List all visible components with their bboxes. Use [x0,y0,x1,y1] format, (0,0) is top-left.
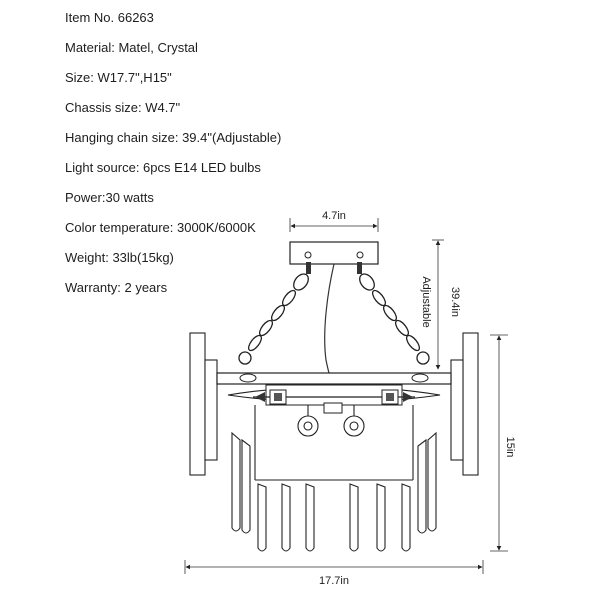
spec-material: Material: Matel, Crystal [65,40,198,55]
center-bulb-right-icon [344,405,364,436]
width-dimension [185,560,483,587]
chain-note-label: Adjustable [420,276,432,328]
hanging-crystals [258,484,410,551]
height-dimension [490,335,516,551]
width-label: 17.7in [319,575,349,587]
spec-weight: Weight: 33lb(15kg) [65,250,174,265]
outer-right-crystals [418,433,436,533]
crystal-frame [255,405,413,480]
outer-left-crystals [232,433,250,533]
height-label: 15in [504,436,516,458]
chassis-width-dimension [290,210,378,232]
ceiling-canopy [290,242,378,274]
chassis-width-label: 4.7in [322,210,346,222]
spec-chassis-size: Chassis size: W4.7" [65,100,181,115]
main-frame [217,373,451,384]
chain-length-label: 39.4in [449,287,461,317]
right-side-crystals [451,333,478,475]
spec-item-number: Item No. 66263 [65,10,154,25]
right-chain [357,271,429,364]
left-chain [239,271,311,364]
spec-chain-size: Hanging chain size: 39.4"(Adjustable) [65,130,282,145]
spec-warranty: Warranty: 2 years [65,280,168,295]
spec-light-source: Light source: 6pcs E14 LED bulbs [65,160,261,175]
center-socket-block [324,403,342,413]
spec-size: Size: W17.7",H15" [65,70,172,85]
spec-color-temperature: Color temperature: 3000K/6000K [65,220,256,235]
center-bulb-left-icon [298,405,318,436]
chain-length-dimension [420,240,461,369]
left-side-crystals [190,333,217,475]
spec-power: Power:30 watts [65,190,154,205]
